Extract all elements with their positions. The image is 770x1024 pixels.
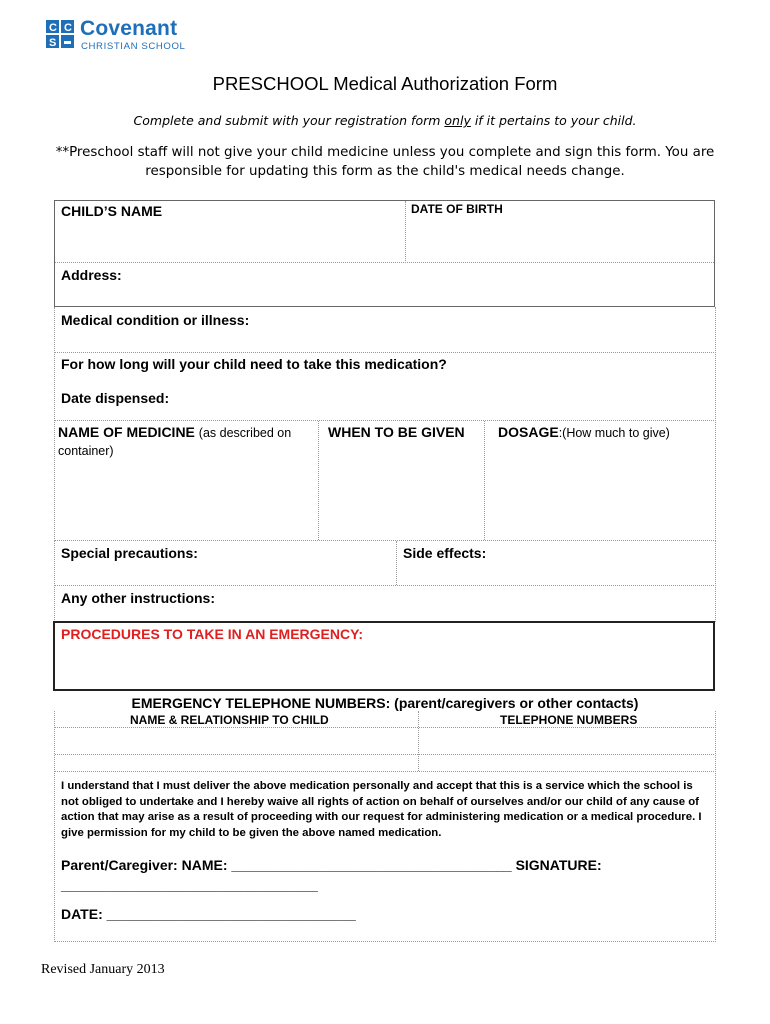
revision-date: Revised January 2013 <box>41 962 165 977</box>
divider <box>396 541 397 585</box>
contact-name-field[interactable] <box>56 756 416 770</box>
contact-name-field[interactable] <box>56 729 416 753</box>
subtitle: Complete and submit with your registration form only if it pertains to your child. <box>133 113 637 128</box>
svg-text:S: S <box>49 37 57 49</box>
svg-text:C: C <box>64 22 72 34</box>
date-of-birth-field[interactable] <box>406 201 714 262</box>
contact-phone-field[interactable] <box>420 756 712 770</box>
side-effects-field[interactable] <box>398 562 713 584</box>
date-line[interactable]: DATE: ________________________________ <box>61 906 356 922</box>
subtitle-emphasis: only <box>444 113 471 128</box>
staff-notice: **Preschool staff will not give your child medicine unless you complete and sign this form. You are responsible for updating this form as the child's medical needs change. <box>55 145 715 179</box>
special-precautions-label: Special precautions: <box>61 545 198 561</box>
parent-name-line[interactable]: Parent/Caregiver: NAME: ____________________________________ SIGNATURE: <box>61 857 602 873</box>
divider <box>55 754 714 755</box>
dosage-field[interactable]: DOSAGE:(How much to give) <box>498 424 670 440</box>
contact-name-header: NAME & RELATIONSHIP TO CHILD <box>130 713 329 727</box>
when-to-give-label: WHEN TO BE GIVEN <box>328 424 465 440</box>
divider <box>55 262 714 263</box>
logo-wordmark: Covenant <box>80 17 178 40</box>
page-title: PRESCHOOL Medical Authorization Form <box>212 73 558 94</box>
divider <box>418 711 419 771</box>
consent-statement: I understand that I must deliver the above medication personally and accept that this is a service which the school is not obliged to undertake and I hereby waive all rights of action on behalf of ourselves and/or our child of any cause of action that may arise as a result of proceeding with our request for administering medication or a medical procedure. I give permission for my child to be given the above named medication. <box>61 780 702 839</box>
divider <box>55 727 714 728</box>
divider <box>484 421 485 540</box>
covenant-logo-icon <box>46 20 76 52</box>
when-to-give-field[interactable] <box>320 444 482 538</box>
divider <box>318 421 319 540</box>
emergency-procedures-label: PROCEDURES TO TAKE IN AN EMERGENCY: <box>61 626 364 642</box>
emergency-phones-heading: EMERGENCY TELEPHONE NUMBERS: (parent/caregivers or other contacts) <box>131 695 639 711</box>
svg-text:C: C <box>49 22 57 34</box>
other-instructions-label: Any other instructions: <box>61 590 216 606</box>
medication-duration-label: For how long will your child need to take this medication? <box>61 356 447 372</box>
logo-subtitle: CHRISTIAN SCHOOL <box>81 41 186 52</box>
contact-phone-field[interactable] <box>420 729 712 753</box>
signature-line[interactable]: _________________________________ <box>61 877 318 893</box>
childs-name-label: CHILD’S NAME <box>61 203 163 219</box>
date-of-birth-label: DATE OF BIRTH <box>411 202 503 216</box>
contact-phone-header: TELEPHONE NUMBERS <box>500 713 638 727</box>
side-effects-label: Side effects: <box>403 545 487 561</box>
medical-condition-label: Medical condition or illness: <box>61 312 250 328</box>
special-precautions-field[interactable] <box>55 562 395 584</box>
school-logo <box>46 17 196 54</box>
medicine-name-field[interactable]: NAME OF MEDICINE (as described on container) <box>58 424 292 458</box>
date-dispensed-label: Date dispensed: <box>61 390 170 406</box>
address-label: Address: <box>61 267 122 283</box>
